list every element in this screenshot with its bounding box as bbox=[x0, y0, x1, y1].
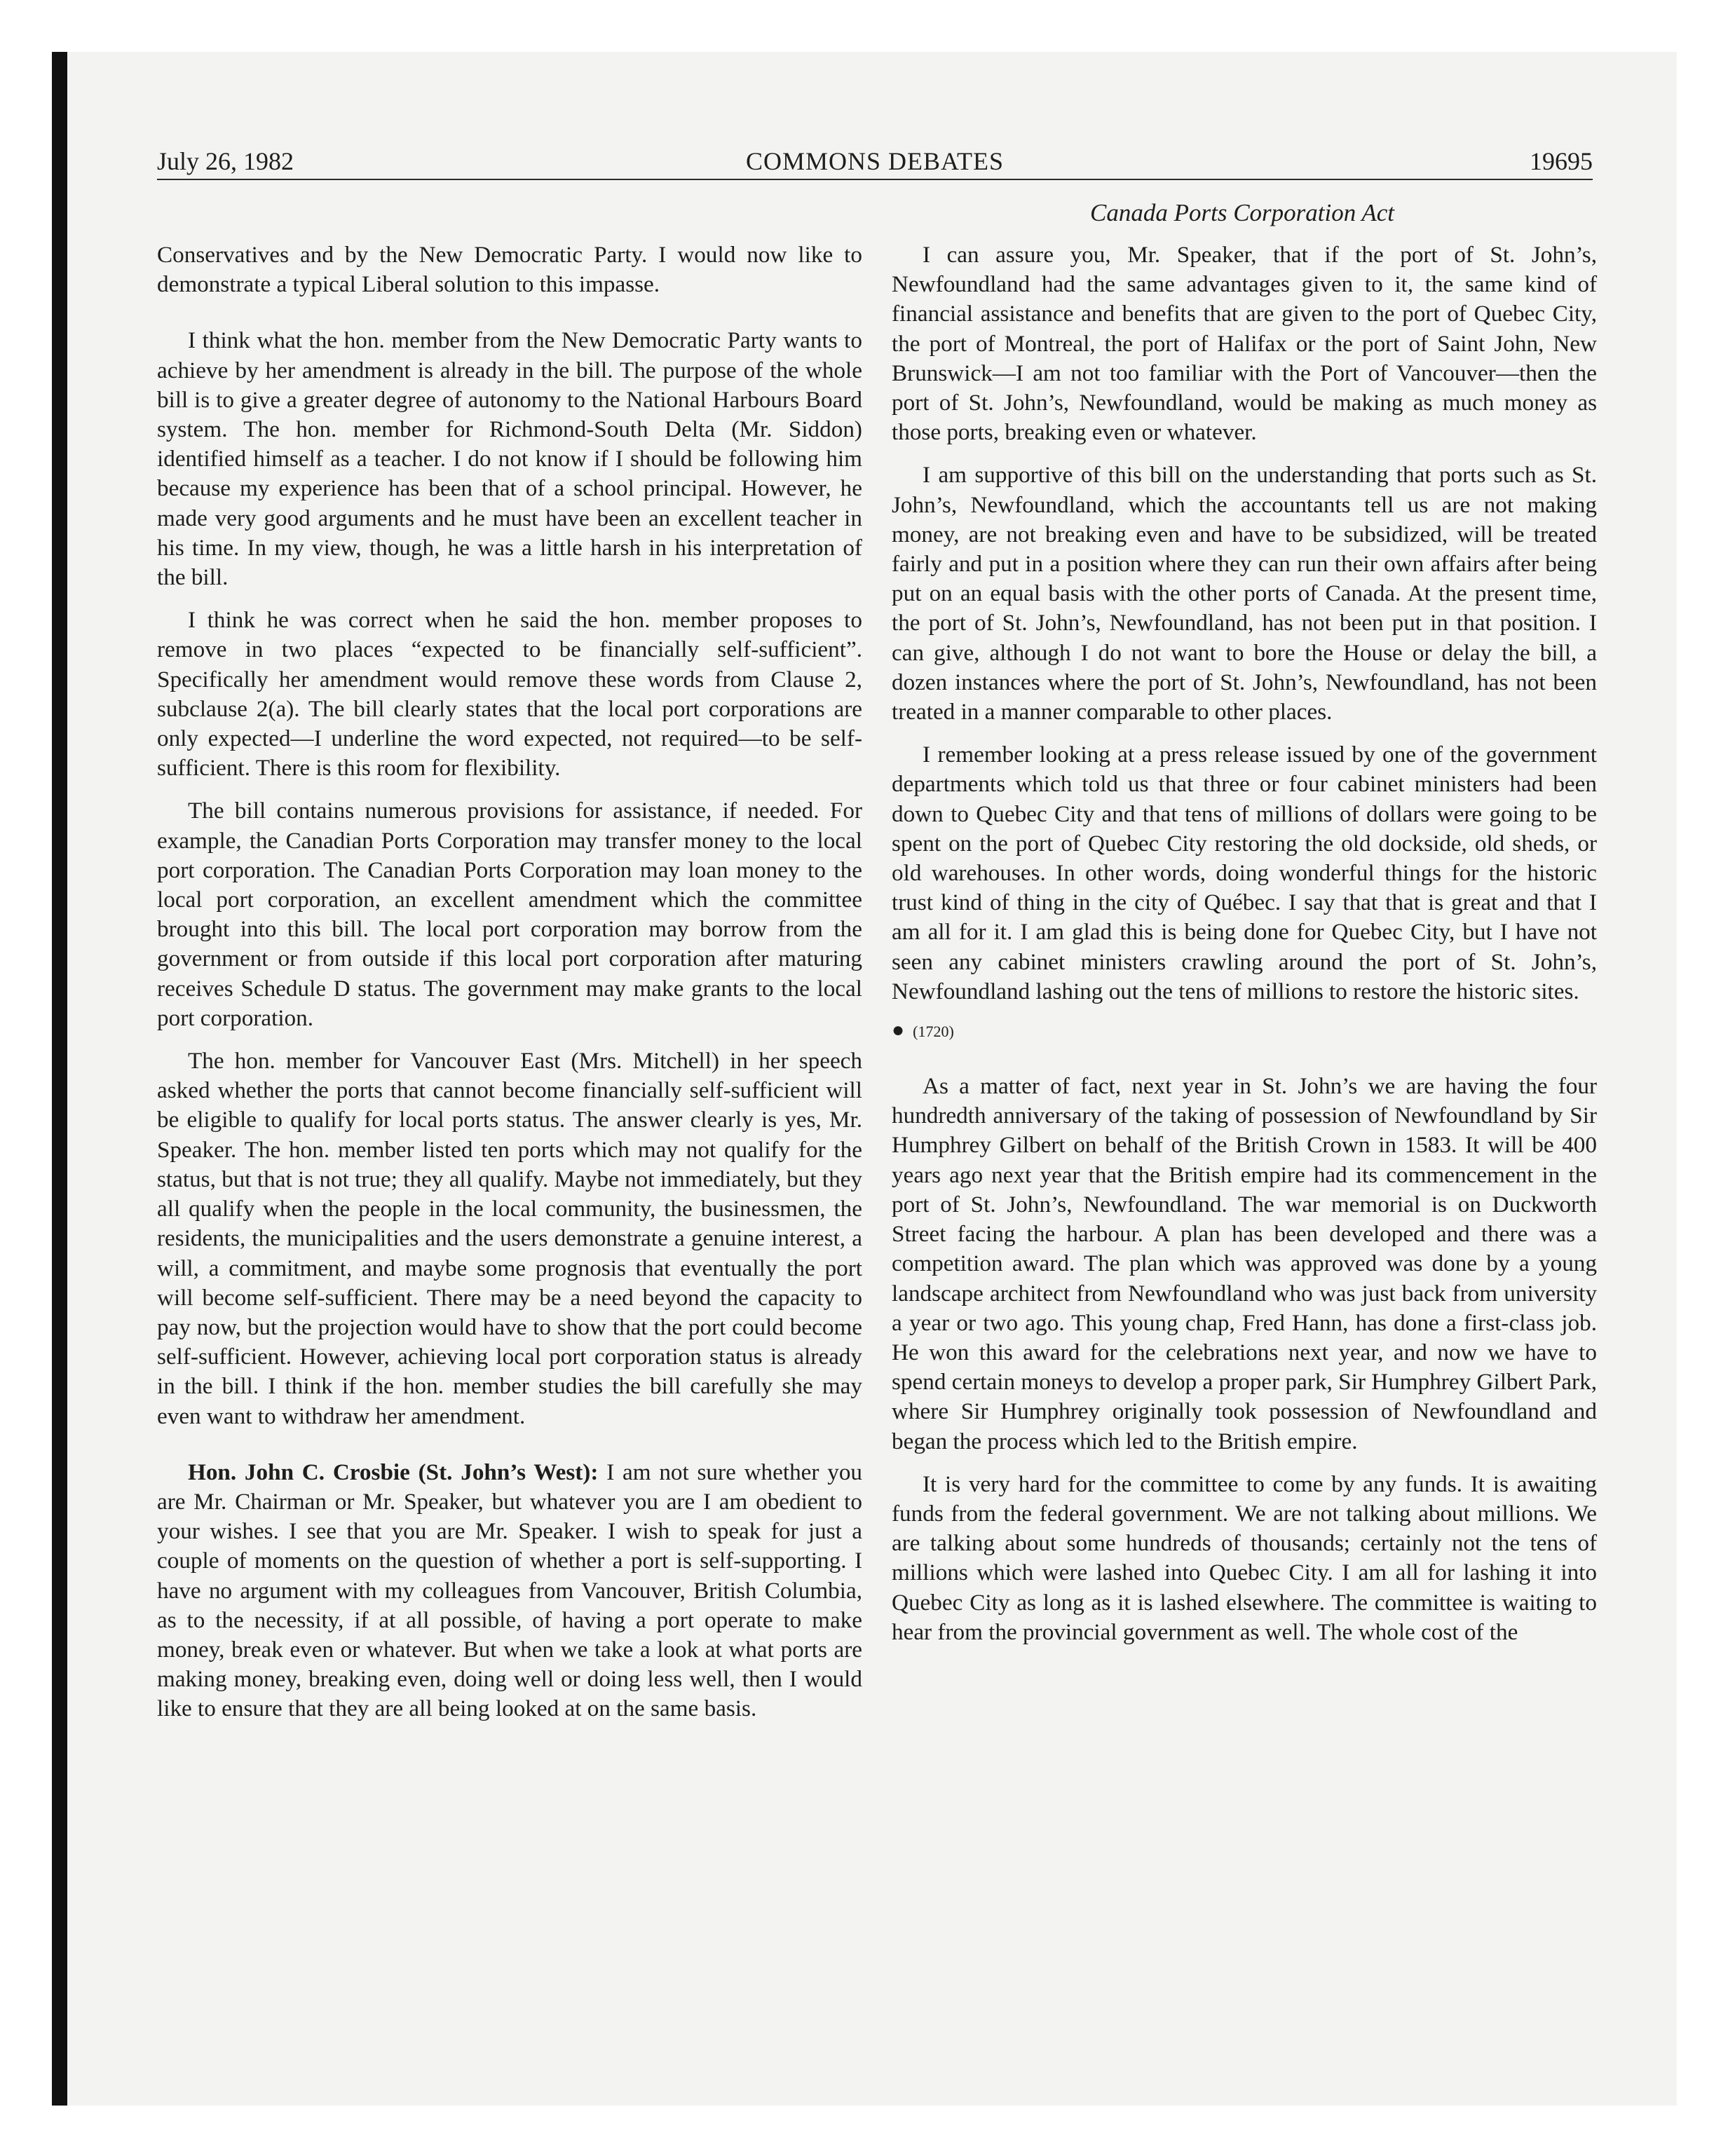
paragraph: I can assure you, Mr. Speaker, that if the port of St. John’s, Newfoundland had the same advantages given to it, the same kind of financial assistance and benefits that are given to the port of Quebec City, the port of Montreal, the port of Halifax or the port of Saint John, New Brunswick—I am not too familiar with the Port of Vancouver—then the port of St. John’s, Newfoundland, would be making as much money as those ports, breaking even or whatever. bbox=[892, 242, 1597, 446]
speaker-name: Hon. John C. Crosbie (St. John’s West): bbox=[188, 1459, 599, 1485]
paragraph: The hon. member for Vancouver East (Mrs. Mitchell) in her speech asked whether the ports that cannot become financially self-sufficient will be eligible to qualify for local ports status. The answer clearly is yes, Mr. Speaker. The hon. member listed ten ports which may not qualify for the status, but that is not true; they all qualify. Maybe not immediately, but they all qualify when the people in the local community, the businessmen, the residents, the municipalities and the users demonstrate a genuine interest, a will, a commitment, and maybe some prognosis that eventually the port will become self-sufficient. There may be a need beyond the capacity to pay now, but the projection would have to show that the port could become self-sufficient. However, achieving local port corporation status is already in the bill. I think if the hon. member studies the bill carefully she may even want to withdraw her amendment. bbox=[157, 1048, 862, 1429]
header-page-number: 19695 bbox=[1530, 147, 1593, 175]
paragraph: I remember looking at a press release issued by one of the government departments which told us that three or four cabinet ministers had been down to Quebec City and that tens of millions of dollars were going to be spent on the port of Quebec City restoring the old dockside, old sheds, or old warehouses. In other words, doing wonderful things for the historic trust kind of thing in the city of Québec. I say that that is great and that I am all for it. I am glad this is being done for Quebec City, but I have not seen any cabinet ministers crawling around the port of St. John’s, Newfoundland lashing out the tens of millions to restore the historic sites. bbox=[892, 742, 1597, 1004]
header-rule bbox=[157, 179, 1593, 180]
timestamp: (1720) bbox=[913, 1023, 954, 1041]
running-header bbox=[157, 144, 1593, 178]
paragraph: I am supportive of this bill on the understanding that ports such as St. John’s, Newfoundland, which the accountants tell us are not making money, are not breaking even and have to be subsidized, will be treated fairly and put in a position where they can run their own affairs after being put on an equal basis with the other ports of Canada. At the present time, the port of St. John’s, Newfoundland, has not been put in that position. I can give, although I do not want to bore the House or delay the bill, a dozen instances where the port of St. John’s, Newfoundland, has not been treated in a manner comparable to other places. bbox=[892, 462, 1597, 725]
paragraph: As a matter of fact, next year in St. John’s we are having the four hundredth anniversary of the taking of possession of Newfoundland by Sir Humphrey Gilbert on behalf of the British Crown in 1583. It will be 400 years ago next year that the British empire had its commencement in the port of St. John’s, Newfoundland. The war memorial is on Duckworth Street facing the harbour. A plan has been developed and there was a competition award. The plan which was approved was done by a young landscape architect from Newfoundland who was just back from university a year or two ago. This young chap, Fred Hann, has done a first-class job. He won this award for the celebrations next year, and now we have to spend certain moneys to develop a proper park, Sir Humphrey Gilbert Park, where Sir Humphrey originally took possession of Newfoundland and began the process which led to the British empire. bbox=[892, 1073, 1597, 1454]
bullet-icon: ● bbox=[892, 1018, 905, 1042]
paragraph: I think he was correct when he said the hon. member proposes to remove in two places “expected to be financially self-sufficient”. Specifically her amendment would remove these words from Clause 2, subclause 2(a). The bill clearly states that the local port corporations are only expected—I underline the word expected, not required—to be self-sufficient. There is this room for flexibility. bbox=[157, 607, 862, 782]
section-subheading: Canada Ports Corporation Act bbox=[1090, 199, 1394, 226]
paragraph: The bill contains numerous provisions for assistance, if needed. For example, the Canadian Ports Corporation may transfer money to the local port corporation. The Canadian Ports Corporation may loan money to the local port corporation, an excellent amendment which the committee brought into this bill. The local port corporation may borrow from the government or from outside if this local port corporation after maturing receives Schedule D status. The government may make grants to the local port corporation. bbox=[157, 798, 862, 1031]
header-title: COMMONS DEBATES bbox=[745, 147, 1005, 175]
speech-text: I am not sure whether you are Mr. Chairman or Mr. Speaker, but whatever you are I am obedient to your wishes. I see that you are Mr. Speaker. I wish to speak for just a couple of moments on the question of whether a port is self-supporting. I have no argument with my colleagues from Vancouver, British Columbia, as to the necessity, if at all possible, of having a port operate to make money, break even or whatever. But when we take a look at what ports are making money, breaking even, doing well or doing less well, then I would like to ensure that they are all being looked at on the same basis. bbox=[157, 1459, 863, 1722]
header-date: July 26, 1982 bbox=[157, 147, 294, 175]
paragraph: I think what the hon. member from the New Democratic Party wants to achieve by her amendment is already in the bill. The purpose of the whole bill is to give a greater degree of autonomy to the National Harbours Board system. The hon. member for Richmond-South Delta (Mr. Siddon) identified himself as a teacher. I do not know if I should be following him because my experience has been that of a school principal. However, he made very good arguments and he must have been an excellent teacher in his time. In my view, though, he was a little harsh in his interpretation of the bill. bbox=[157, 327, 862, 591]
speaker-paragraph bbox=[157, 1458, 862, 1724]
timestamp-marker bbox=[892, 1020, 1597, 1042]
left-column bbox=[157, 240, 862, 1738]
right-column bbox=[892, 240, 1597, 1660]
paragraph: Conservatives and by the New Democratic Party. I would now like to demonstrate a typical Liberal solution to this impasse. bbox=[157, 242, 862, 298]
paragraph: It is very hard for the committee to come by any funds. It is awaiting funds from the federal government. We are not talking about millions. We are talking about some hundreds of thousands; certainly not the tens of millions which were lashed into Quebec City. I am all for lashing it into Quebec City as long as it is lashed elsewhere. The committee is waiting to hear from the provincial government as well. The whole cost of the bbox=[892, 1471, 1597, 1645]
